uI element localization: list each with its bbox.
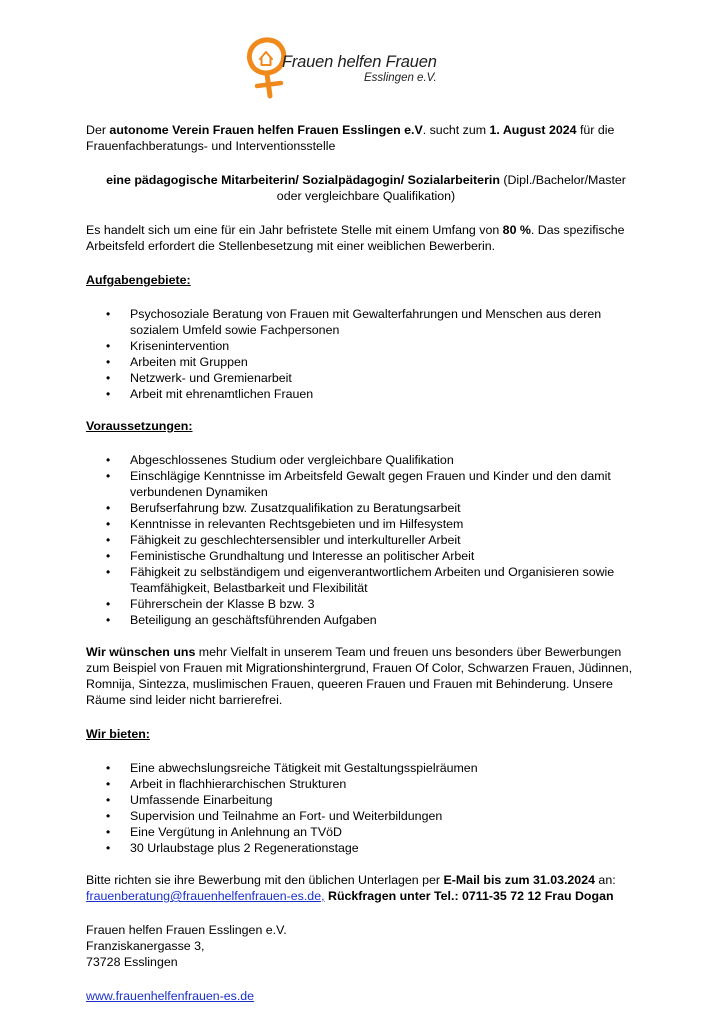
address-line-3: 73728 Esslingen (86, 955, 178, 969)
list-item: • Supervision und Teilnahme an Fort- und Weiterbildungen (86, 808, 646, 824)
list-item: • 30 Urlaubstage plus 2 Regenerationstage (86, 840, 646, 856)
organization-logo (243, 34, 453, 104)
address-line-1: Frauen helfen Frauen Esslingen e.V. (86, 923, 287, 937)
intro-paragraph (86, 122, 646, 154)
scope-percentage: 80 % (502, 223, 531, 237)
address-line-2: Franziskanergasse 3, (86, 939, 205, 953)
intro-text-2: . sucht zum (422, 123, 490, 137)
job-posting-body (86, 122, 646, 1004)
offer-list (86, 760, 646, 856)
diversity-text: mehr Vielfalt in unserem Team und freuen uns besonders über Bewerbungen zum Beispiel von Frauen mit Migrationshintergrund, Frauen Of Color, Schwarzen Frauen, Jüdinnen, Romnija, Sintezza, muslimischen Frauen, queeren Frauen und Frauen mit Behinderung. Unsere Räume sind leider nicht barrierefrei. (86, 645, 633, 707)
list-item: • Eine abwechslungsreiche Tätigkeit mit Gestaltungsspielräumen (86, 760, 646, 776)
tasks-list (86, 306, 646, 402)
list-item: • Feministische Grundhaltung und Interesse an politischer Arbeit (86, 548, 646, 564)
list-item: • Krisenintervention (86, 338, 646, 354)
application-text-1: Bitte richten sie ihre Bewerbung mit den üblichen Unterlagen per (86, 873, 444, 887)
application-paragraph (86, 872, 646, 904)
list-item: • Führerschein der Klasse B bzw. 3 (86, 596, 646, 612)
application-text-2: an: (594, 873, 616, 887)
application-deadline: E-Mail bis zum 31.03.2024 (443, 873, 595, 887)
application-email-link[interactable]: frauenberatung@frauenhelfenfrauen-es.de, (86, 889, 325, 903)
list-item: • Psychosoziale Beratung von Frauen mit Gewalterfahrungen und Menschen aus deren sozialem Umfeld sowie Fachpersonen (86, 306, 646, 338)
logo-title: Frauen helfen Frauen (282, 53, 437, 71)
website-link[interactable]: www.frauenhelfenfrauen-es.de (86, 989, 255, 1003)
intro-start-date: 1. August 2024 (489, 123, 577, 137)
diversity-lead: Wir wünschen uns (86, 645, 196, 659)
list-item: • Arbeiten mit Gruppen (86, 354, 646, 370)
list-item: • Beteiligung an geschäftsführenden Aufgaben (86, 612, 646, 628)
requirements-heading: Voraussetzungen: (86, 419, 193, 433)
scope-paragraph (86, 222, 646, 254)
scope-text-2: . Das spezifische Arbeitsfeld erfordert die Stellenbesetzung mit einer weiblichen Bewerberin. (86, 223, 625, 253)
position-title-rest: (Dipl./Bachelor/Master oder vergleichbare Qualifikation) (276, 173, 626, 203)
logo-subtitle: Esslingen e.V. (364, 72, 437, 84)
application-contact-phone: Rückfragen unter Tel.: 0711-35 72 12 Frau Dogan (324, 889, 614, 903)
position-title-bold: eine pädagogische Mitarbeiterin/ Sozialpädagogin/ Sozialarbeiterin (106, 173, 500, 187)
list-item: • Umfassende Einarbeitung (86, 792, 646, 808)
list-item: • Berufserfahrung bzw. Zusatzqualifikation zu Beratungsarbeit (86, 500, 646, 516)
diversity-paragraph (86, 644, 646, 708)
intro-text-1: Der (86, 123, 110, 137)
list-item: • Eine Vergütung in Anlehnung an TVöD (86, 824, 646, 840)
list-item: • Fähigkeit zu selbständigem und eigenverantwortlichem Arbeiten und Organisieren sowie Teamfähigkeit, Belastbarkeit und Flexibilität (86, 564, 646, 596)
list-item: • Einschlägige Kenntnisse im Arbeitsfeld Gewalt gegen Frauen und Kinder und den damit verbundenen Dynamiken (86, 468, 646, 500)
offer-heading: Wir bieten: (86, 727, 150, 741)
postal-address (86, 922, 646, 970)
scope-text-1: Es handelt sich um eine für ein Jahr befristete Stelle mit einem Umfang von (86, 223, 503, 237)
requirements-list (86, 452, 646, 628)
list-item: • Netzwerk- und Gremienarbeit (86, 370, 646, 386)
list-item: • Fähigkeit zu geschlechtersensibler und interkultureller Arbeit (86, 532, 646, 548)
intro-organization: autonome Verein Frauen helfen Frauen Esslingen e.V (109, 123, 423, 137)
position-title (86, 172, 646, 204)
list-item: • Abgeschlossenes Studium oder vergleichbare Qualifikation (86, 452, 646, 468)
intro-text-3: für die Frauenfachberatungs- und Interventionsstelle (86, 123, 615, 153)
list-item: • Kenntnisse in relevanten Rechtsgebieten und im Hilfesystem (86, 516, 646, 532)
list-item: • Arbeit in flachhierarchischen Strukturen (86, 776, 646, 792)
tasks-heading: Aufgabengebiete: (86, 273, 191, 287)
list-item: • Arbeit mit ehrenamtlichen Frauen (86, 386, 646, 402)
